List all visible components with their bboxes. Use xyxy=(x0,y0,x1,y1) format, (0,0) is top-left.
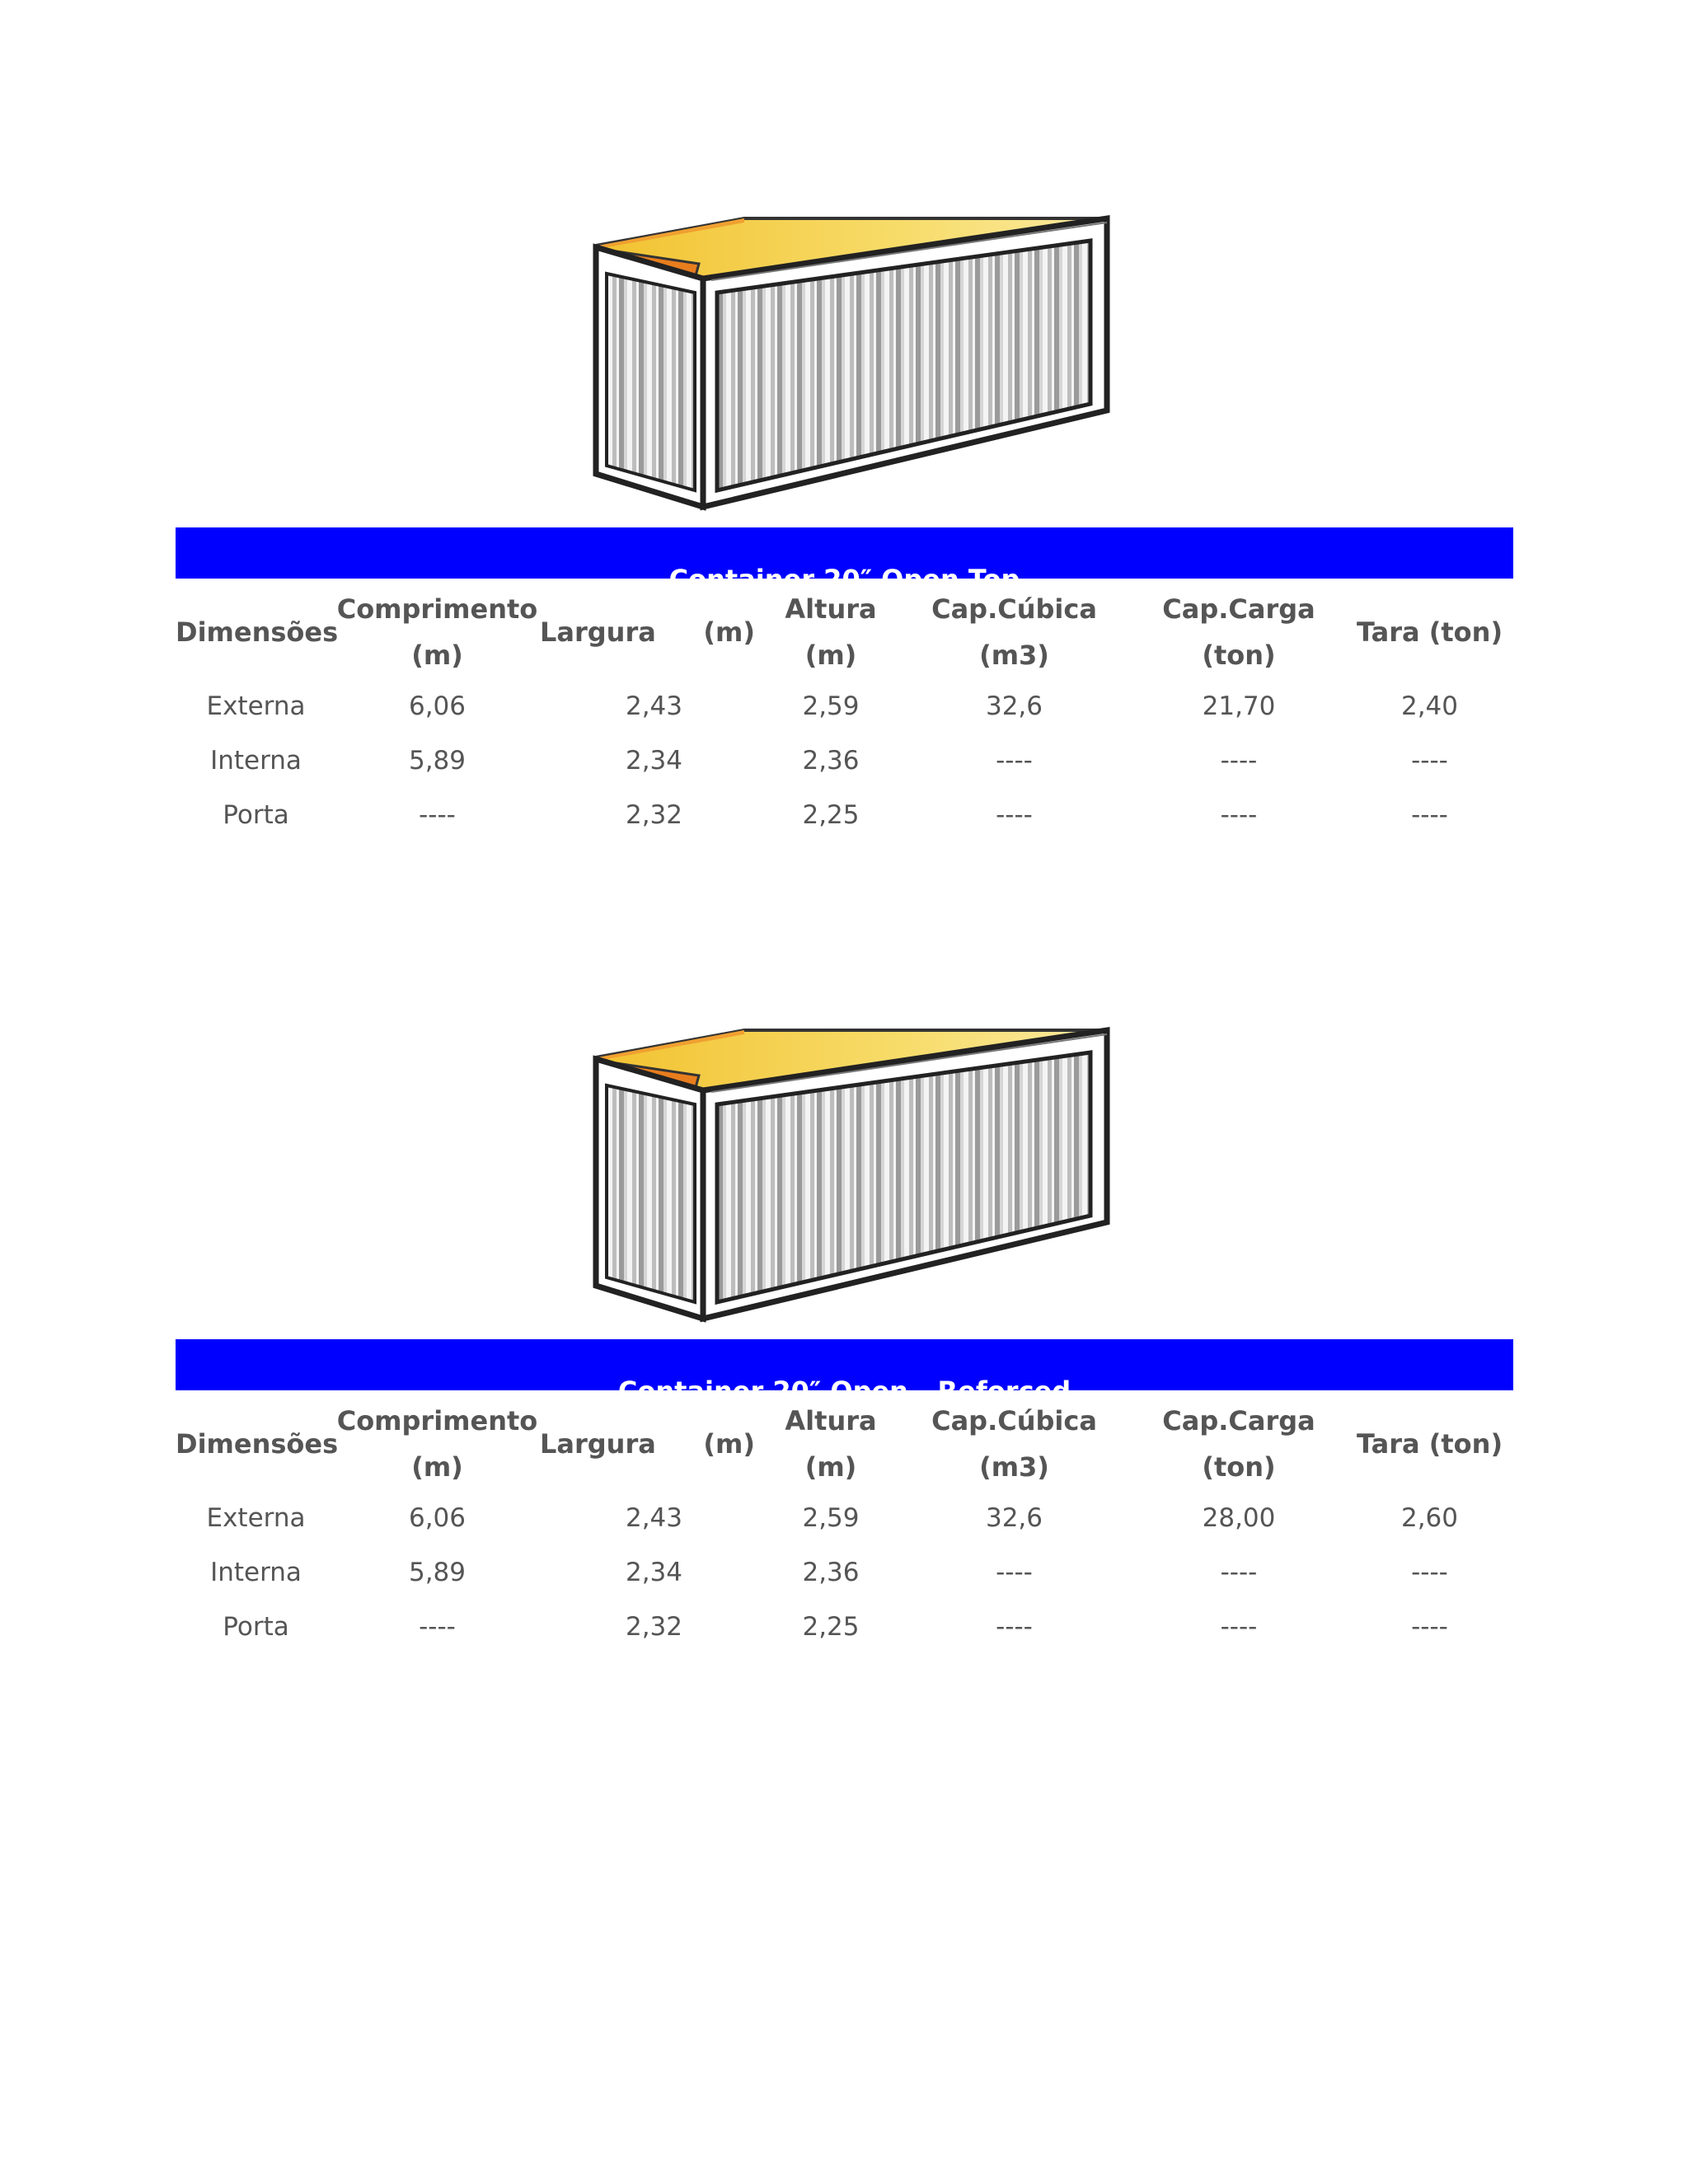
table-row xyxy=(176,1545,1513,1600)
table-row xyxy=(176,1491,1513,1545)
cell-comprimento: ---- xyxy=(419,800,456,830)
header-comprimento xyxy=(336,1397,538,1491)
cell-comprimento: 6,06 xyxy=(408,691,467,721)
container-illustration xyxy=(579,198,1123,527)
cell-dim: Externa xyxy=(206,691,306,721)
section-title-bar xyxy=(176,527,1513,595)
header-altura xyxy=(765,585,897,679)
header-altura-label: Altura xyxy=(785,593,877,625)
container-illustration xyxy=(579,1010,1123,1339)
cell-dim: Externa xyxy=(206,1503,306,1533)
table-header-row xyxy=(176,585,1513,679)
cell-tara: 2,40 xyxy=(1400,691,1459,721)
header-cap-carga-unit: (ton) xyxy=(1202,1451,1276,1483)
cell-cap-cubica: 32,6 xyxy=(985,691,1043,721)
cell-comprimento: 5,89 xyxy=(408,1558,467,1587)
cell-tara: ---- xyxy=(1411,800,1448,830)
header-comprimento-unit: (m) xyxy=(411,1451,463,1483)
header-cap-carga-label: Cap.Carga xyxy=(1162,1405,1315,1436)
table-row xyxy=(176,733,1513,788)
cell-largura: 2,43 xyxy=(625,1503,682,1533)
cell-comprimento: 6,06 xyxy=(408,1503,467,1533)
cell-cap-carga: 28,00 xyxy=(1202,1503,1276,1533)
header-comprimento-label: Comprimento xyxy=(336,593,538,625)
cell-largura: 2,34 xyxy=(625,746,682,776)
header-tara: Tara (ton) xyxy=(1356,616,1503,648)
header-altura-unit: (m) xyxy=(804,640,857,671)
header-largura xyxy=(538,1397,765,1491)
cell-tara: ---- xyxy=(1411,1558,1448,1587)
header-cap-carga-label: Cap.Carga xyxy=(1162,593,1315,625)
container-icon xyxy=(579,1010,1123,1339)
cell-altura: 2,25 xyxy=(802,800,860,830)
header-cap-cubica xyxy=(897,585,1132,679)
cell-cap-carga: ---- xyxy=(1220,800,1258,830)
cell-largura: 2,32 xyxy=(625,800,682,830)
cell-dim: Interna xyxy=(210,1558,302,1587)
header-dimensoes: Dimensões xyxy=(176,1428,339,1460)
cell-cap-carga: ---- xyxy=(1220,1612,1258,1642)
header-largura-label: Largura xyxy=(540,616,656,648)
cell-altura: 2,36 xyxy=(802,746,860,776)
header-altura-label: Altura xyxy=(785,1405,877,1436)
header-dimensoes: Dimensões xyxy=(176,616,339,648)
header-comprimento xyxy=(336,585,538,679)
dimensions-table xyxy=(176,585,1513,842)
table-row xyxy=(176,679,1513,733)
header-cap-cubica-label: Cap.Cúbica xyxy=(931,593,1097,625)
cell-largura: 2,34 xyxy=(625,1558,682,1587)
header-tara: Tara (ton) xyxy=(1356,1428,1503,1460)
cell-cap-carga: ---- xyxy=(1220,1558,1258,1587)
cell-cap-cubica: ---- xyxy=(996,746,1033,776)
header-altura-unit: (m) xyxy=(804,1451,857,1483)
cell-altura: 2,25 xyxy=(802,1612,860,1642)
cell-dim: Porta xyxy=(223,1612,289,1642)
cell-tara: 2,60 xyxy=(1400,1503,1459,1533)
header-cap-carga xyxy=(1132,585,1346,679)
dimensions-table xyxy=(176,1397,1513,1654)
header-cap-cubica-unit: (m3) xyxy=(979,640,1049,671)
cell-cap-cubica: ---- xyxy=(996,1612,1033,1642)
cell-cap-carga: 21,70 xyxy=(1202,691,1276,721)
header-comprimento-unit: (m) xyxy=(411,640,463,671)
header-altura xyxy=(765,1397,897,1491)
cell-altura: 2,36 xyxy=(802,1558,860,1587)
cell-comprimento: ---- xyxy=(419,1612,456,1642)
header-cap-carga-unit: (ton) xyxy=(1202,640,1276,671)
cell-altura: 2,59 xyxy=(802,691,860,721)
cell-dim: Interna xyxy=(210,746,302,776)
cell-altura: 2,59 xyxy=(802,1503,860,1533)
header-cap-cubica-unit: (m3) xyxy=(979,1451,1049,1483)
container-icon xyxy=(579,198,1123,527)
header-largura xyxy=(538,585,765,679)
table-row xyxy=(176,788,1513,842)
table-header-row xyxy=(176,1397,1513,1491)
cell-cap-cubica: ---- xyxy=(996,800,1033,830)
header-cap-carga xyxy=(1132,1397,1346,1491)
header-cap-cubica-label: Cap.Cúbica xyxy=(931,1405,1097,1436)
header-cap-cubica xyxy=(897,1397,1132,1491)
section-title: Container 20″ Open - Reforced xyxy=(617,1376,1071,1407)
header-comprimento-label: Comprimento xyxy=(336,1405,538,1436)
header-largura-unit: (m) xyxy=(703,1428,755,1460)
header-largura-unit: (m) xyxy=(703,616,755,648)
cell-cap-cubica: 32,6 xyxy=(985,1503,1043,1533)
cell-dim: Porta xyxy=(223,800,289,830)
cell-cap-cubica: ---- xyxy=(996,1558,1033,1587)
cell-tara: ---- xyxy=(1411,1612,1448,1642)
section-title: Container 20″ Open Top xyxy=(668,564,1020,595)
cell-cap-carga: ---- xyxy=(1220,746,1258,776)
header-largura-label: Largura xyxy=(540,1428,656,1460)
table-row xyxy=(176,1600,1513,1654)
cell-largura: 2,32 xyxy=(625,1612,682,1642)
cell-comprimento: 5,89 xyxy=(408,746,467,776)
cell-largura: 2,43 xyxy=(625,691,682,721)
cell-tara: ---- xyxy=(1411,746,1448,776)
section-title-bar xyxy=(176,1339,1513,1407)
